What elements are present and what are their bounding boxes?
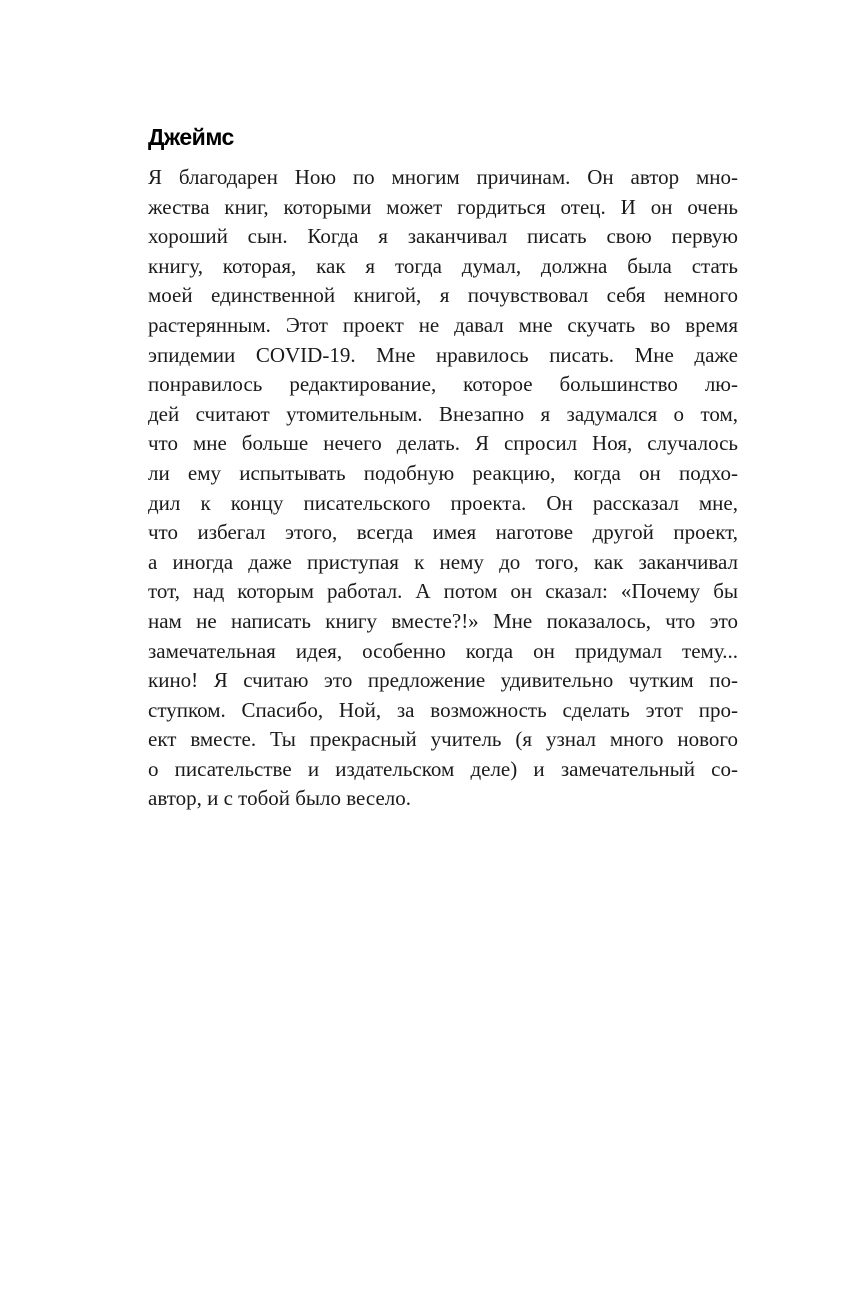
paragraph-line: дей считают утомительным. Внезапно я задумался о том, xyxy=(148,401,738,426)
paragraph-line: дил к концу писательского проекта. Он рассказал мне, xyxy=(148,490,738,515)
paragraph-line: ли ему испытывать подобную реакцию, когда он подхо- xyxy=(148,460,738,485)
paragraph-line: тот, над которым работал. А потом он сказал: «Почему бы xyxy=(148,579,738,604)
paragraph-line: понравилось редактирование, которое большинство лю- xyxy=(148,372,738,397)
paragraph-line: хороший сын. Когда я заканчивал писать свою первую xyxy=(148,224,738,249)
paragraph-line: книгу, которая, как я тогда думал, должна была стать xyxy=(148,253,738,278)
paragraph-line: моей единственной книгой, я почувствовал себя немного xyxy=(148,283,738,308)
paragraph-line: что мне больше нечего делать. Я спросил Ноя, случалось xyxy=(148,431,738,456)
paragraph-line: замечательная идея, особенно когда он придумал тему... xyxy=(148,638,738,663)
paragraph-line: Я благодарен Ною по многим причинам. Он автор мно- xyxy=(148,165,738,189)
acknowledgment-paragraph xyxy=(148,163,738,814)
paragraph-line: о писательстве и издательском деле) и замечательный со- xyxy=(148,756,738,781)
paragraph-line: кино! Я считаю это предложение удивительно чутким по- xyxy=(148,668,738,693)
paragraph-line: нам не написать книгу вместе?!» Мне показалось, что это xyxy=(148,608,738,633)
paragraph-line: что избегал этого, всегда имея наготове другой проект, xyxy=(148,520,738,545)
paragraph-line: растерянным. Этот проект не давал мне скучать во время xyxy=(148,312,738,337)
paragraph-line: ект вместе. Ты прекрасный учитель (я узнал много нового xyxy=(148,727,738,752)
paragraph-line: а иногда даже приступая к нему до того, как заканчивал xyxy=(148,549,738,574)
paragraph-line: автор, и с тобой было весело. xyxy=(148,786,412,811)
paragraph-line: эпидемии COVID-19. Мне нравилось писать. Мне даже xyxy=(148,342,738,367)
section-heading: Джеймс xyxy=(148,124,234,150)
paragraph-line: ступком. Спасибо, Ной, за возможность сделать этот про- xyxy=(148,697,738,722)
page-content xyxy=(148,124,738,814)
paragraph-line: жества книг, которыми может гордиться отец. И он очень xyxy=(148,194,738,219)
